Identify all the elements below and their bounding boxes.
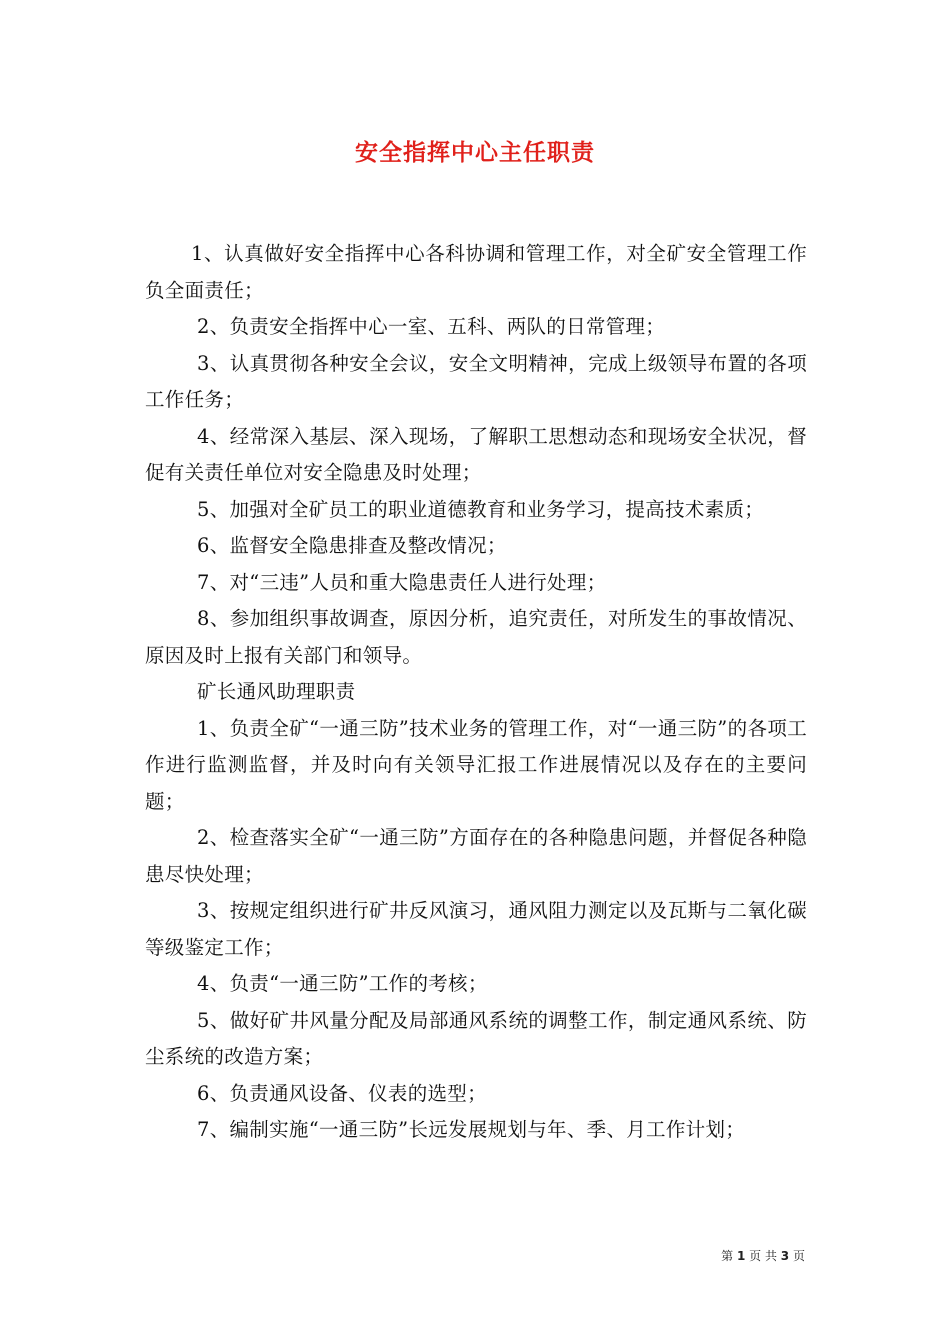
paragraph: 3、认真贯彻各种安全会议，安全文明精神，完成上级领导布置的各项工作任务； (145, 351, 807, 411)
paragraph: 7、对“三违”人员和重大隐患责任人进行处理； (197, 570, 607, 594)
paragraph: 8、参加组织事故调查，原因分析，追究责任，对所发生的事故情况、原因及时上报有关部门和领导。 (145, 607, 807, 667)
document-body (145, 236, 807, 1149)
page-number-suffix: 页 (792, 1249, 805, 1263)
paragraph: 2、负责安全指挥中心一室、五科、两队的日常管理； (197, 315, 666, 338)
paragraph: 3、按规定组织进行矿井反风演习，通风阻力测定以及瓦斯与二氧化碳等级鉴定工作； (145, 899, 807, 959)
page-number-current: 1 (736, 1249, 746, 1263)
paragraph: 4、负责“一通三防”工作的考核； (197, 972, 488, 995)
page-number (721, 1247, 805, 1264)
paragraph: 1、认真做好安全指挥中心各科协调和管理工作，对全矿安全管理工作负全面责任； (145, 242, 807, 302)
paragraph: 5、做好矿井风量分配及局部通风系统的调整工作，制定通风系统、防尘系统的改造方案； (145, 1008, 807, 1068)
section-heading: 矿长通风助理职责 (197, 680, 356, 703)
paragraph: 7、编制实施“一通三防”长远发展规划与年、季、月工作计划； (197, 1118, 746, 1141)
paragraph: 1、负责全矿“一通三防”技术业务的管理工作，对“一通三防”的各项工作进行监测监督，并及时向有关领导汇报工作进展情况以及存在的主要问题； (145, 716, 807, 813)
page-number-total: 3 (780, 1249, 790, 1263)
paragraph: 5、加强对全矿员工的职业道德教育和业务学习，提高技术素质； (197, 497, 765, 521)
paragraph: 4、经常深入基层、深入现场，了解职工思想动态和现场安全状况，督促有关责任单位对安全隐患及时处理； (145, 424, 807, 484)
page-number-middle: 页 共 (749, 1249, 777, 1263)
paragraph: 2、检查落实全矿“一通三防”方面存在的各种隐患问题，并督促各种隐患尽快处理； (145, 826, 807, 886)
page-number-prefix: 第 (721, 1249, 734, 1263)
paragraph: 6、监督安全隐患排查及整改情况； (197, 534, 507, 557)
page-title: 安全指挥中心主任职责 (355, 140, 595, 166)
paragraph: 6、负责通风设备、仪表的选型； (197, 1081, 487, 1105)
